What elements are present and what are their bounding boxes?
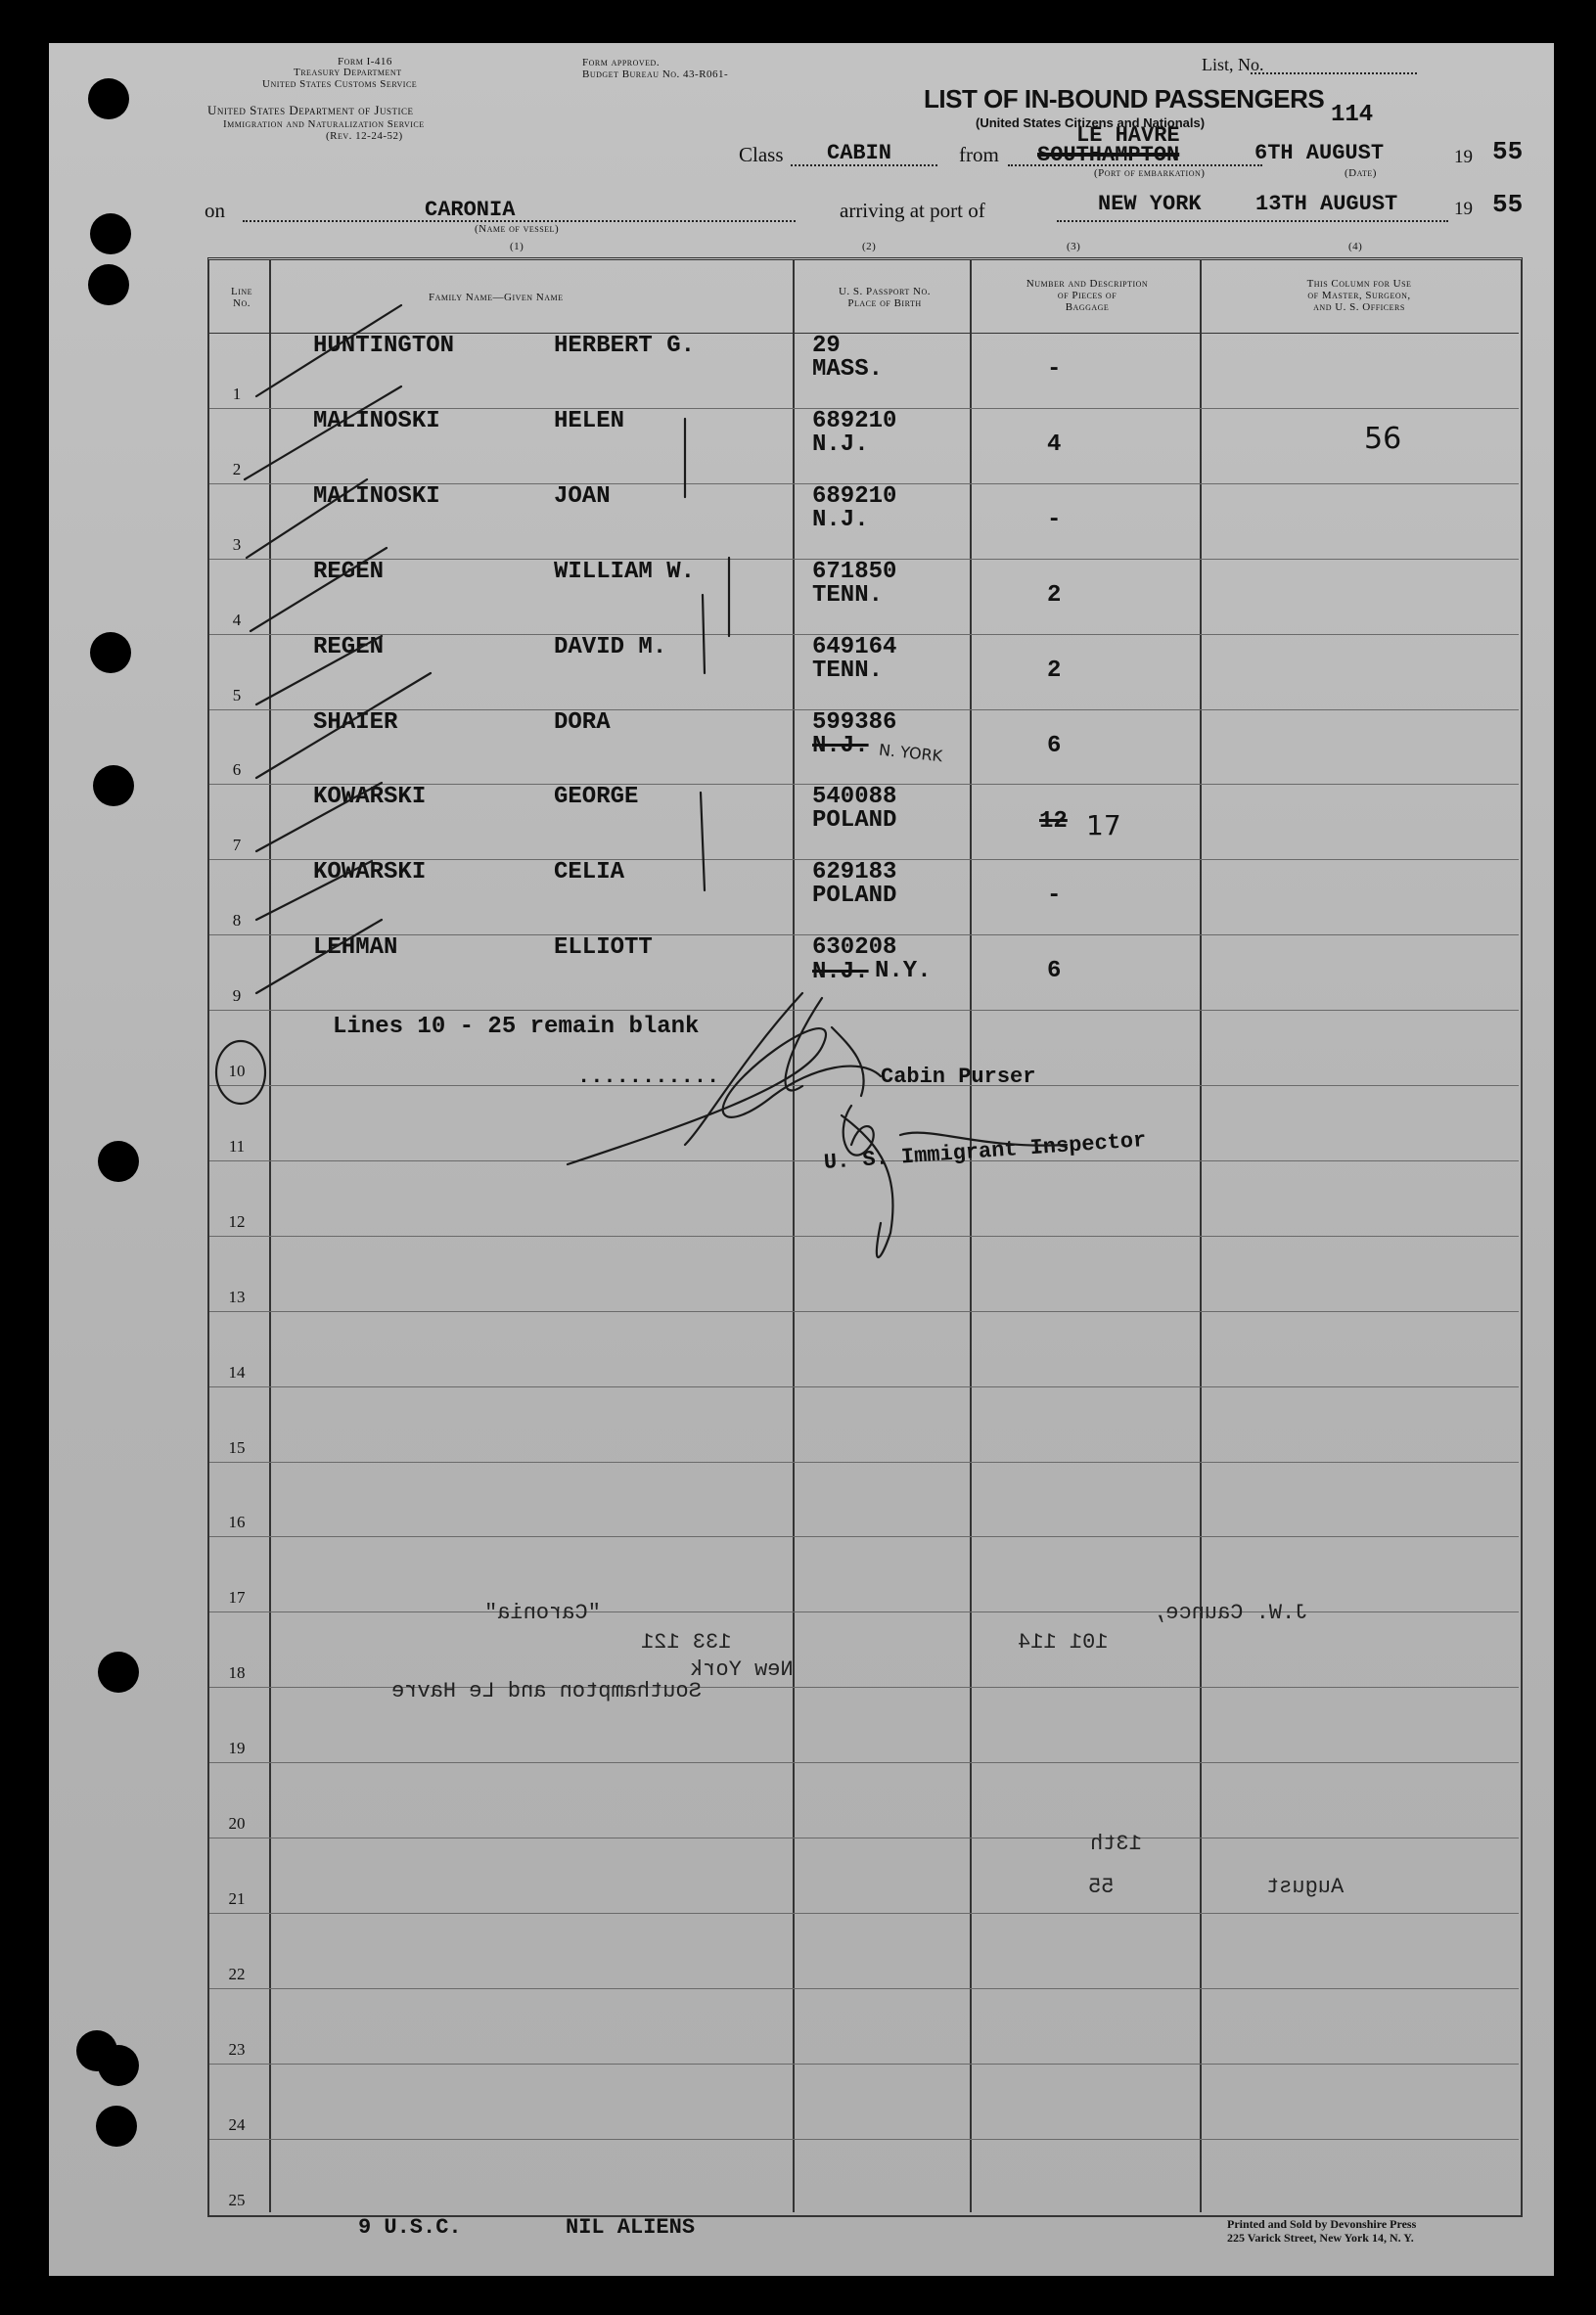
inspector-signature [842, 1106, 1067, 1257]
vessel-caption: (Name of vessel) [475, 223, 560, 235]
line-number: 1 [232, 384, 242, 403]
baggage-count: - [1047, 356, 1062, 383]
given-name: GEORGE [554, 784, 639, 811]
list-no-value: 114 [1331, 102, 1374, 128]
family-name: KOWARSKI [313, 859, 427, 886]
birth-place: N.J. [812, 431, 869, 458]
family-name: KOWARSKI [313, 784, 427, 811]
birth-place-struck: N.J. [812, 732, 869, 759]
port-embarkation-caption: (Port of embarkation) [1094, 167, 1206, 179]
footer-aliens: NIL ALIENS [566, 2215, 696, 2240]
given-name: HELEN [554, 407, 625, 434]
family-name: LEHMAN [313, 934, 398, 962]
baggage-count: 2 [1047, 657, 1062, 684]
check-mark [256, 783, 382, 851]
passport-number: 540088 [812, 784, 897, 811]
bleed-through-month: August [1266, 1875, 1345, 1899]
line-number: 9 [232, 986, 242, 1006]
given-name: DORA [554, 708, 611, 736]
birth-place: N.J. [812, 506, 869, 533]
baggage-count: 17 [1086, 809, 1121, 842]
departure-date: 6TH AUGUST [1254, 141, 1385, 165]
line-number: 25 [228, 2190, 246, 2209]
line-number: 23 [228, 2039, 246, 2059]
family-name: MALINOSKI [313, 407, 440, 434]
given-name: DAVID M. [554, 633, 667, 660]
line-number: 16 [228, 1513, 246, 1532]
vessel-name: CARONIA [425, 198, 516, 222]
baggage-count: - [1047, 883, 1062, 910]
arrival-year: 55 [1492, 190, 1524, 219]
line-number: 10 [228, 1062, 246, 1080]
given-name: JOAN [554, 482, 611, 510]
col-header-officers: This Column for Use of Master, Surgeon, and U. S. Officers [1306, 278, 1412, 313]
purser-signature [568, 993, 881, 1164]
treasury-label: Treasury Department [294, 67, 402, 78]
form-approved: Form approved. [582, 57, 661, 68]
baggage-struck-value: 12 [1039, 808, 1068, 835]
line-number: 17 [228, 1588, 246, 1608]
line-number: 21 [228, 1888, 246, 1908]
birth-place: TENN. [812, 657, 884, 684]
bleed-through-day: 13th [1090, 1832, 1142, 1856]
bleed-through-counts-2: 101 114 [1018, 1630, 1109, 1655]
check-mark [256, 920, 382, 993]
passport-number: 649164 [812, 633, 897, 660]
form-number: Form I-416 [338, 56, 392, 68]
baggage-count: 6 [1047, 958, 1062, 985]
birth-place: POLAND [812, 807, 897, 835]
given-name: CELIA [554, 859, 625, 886]
class-value: CABIN [827, 141, 892, 165]
line-number: 7 [232, 836, 242, 855]
passport-number: 29 [812, 333, 841, 359]
footer-printer-2: 225 Varick Street, New York 14, N. Y. [1227, 2231, 1414, 2245]
class-label: Class [739, 143, 784, 166]
birthplace-struck-value: N.J. [812, 959, 869, 985]
year-prefix: 19 [1454, 147, 1473, 167]
baggage-count: 6 [1047, 732, 1062, 759]
line-number: 15 [228, 1437, 246, 1457]
col-header-baggage: Number and Description of Pieces of Baggage [1026, 278, 1149, 313]
birth-place: MASS. [812, 356, 884, 383]
bleed-through-vessel: "Caronia" [484, 1601, 601, 1625]
birth-place: N.Y. [875, 958, 932, 985]
passport-number: 689210 [812, 407, 897, 434]
purser-label: Cabin Purser [881, 1065, 1036, 1089]
check-mark [247, 479, 367, 558]
col-num-4: (4) [1348, 241, 1363, 252]
officer-note: 56 [1364, 421, 1402, 456]
rev-label: (Rev. 12-24-52) [326, 130, 403, 142]
birth-place: POLAND [812, 883, 897, 910]
bleed-through-ports: Southampton and Le Havre [391, 1679, 702, 1703]
purser-dots: ........... [577, 1065, 720, 1089]
port-embarkation-struck: SOUTHAMPTON [1037, 143, 1180, 167]
arrival-year-prefix: 19 [1454, 199, 1473, 219]
bleed-through-port: New York [690, 1657, 794, 1682]
passport-number: 689210 [812, 482, 897, 510]
date-caption: (Date) [1345, 167, 1377, 179]
family-name: REGEN [313, 558, 385, 585]
bleed-through-counts: 133 121 [641, 1630, 732, 1655]
family-name: MALINOSKI [313, 482, 440, 510]
baggage-count: 4 [1047, 431, 1062, 458]
from-label: from [959, 143, 999, 166]
line-number: 2 [232, 459, 242, 478]
vertical-tick [703, 595, 705, 673]
given-name: WILLIAM W. [554, 558, 696, 585]
inspector-label: U. S. Immigrant Inspector [823, 1128, 1148, 1175]
passport-number: 599386 [812, 708, 897, 736]
birth-place: TENN. [812, 581, 884, 609]
line-number: 14 [228, 1362, 246, 1382]
list-no-label: List, No. [1202, 55, 1264, 74]
col-num-2: (2) [862, 241, 877, 252]
bleed-through-officer: J.W. Caunce, [1153, 1601, 1308, 1625]
line-number: 8 [232, 911, 242, 931]
check-mark [256, 861, 372, 920]
line-number: 4 [232, 610, 242, 629]
line-number: 19 [228, 1739, 246, 1758]
family-name: REGEN [313, 633, 385, 660]
col-header-line-no: Line No. [230, 286, 253, 309]
line-number: 3 [232, 534, 242, 554]
circle-mark [216, 1041, 265, 1104]
passport-number: 671850 [812, 558, 897, 585]
passport-number: 629183 [812, 859, 897, 886]
check-mark [256, 633, 385, 704]
ins-label: Immigration and Naturalization Service [223, 118, 425, 130]
col-header-name: Family Name—Given Name [429, 292, 564, 303]
line-number: 22 [228, 1964, 246, 1983]
justice-label: United States Department of Justice [207, 103, 414, 117]
line-number: 5 [232, 685, 242, 704]
on-label: on [205, 199, 225, 222]
line-number: 24 [228, 2114, 246, 2134]
col-header-passport: U. S. Passport No. Place of Birth [838, 286, 932, 309]
check-mark [251, 548, 387, 631]
footer-printer-1: Printed and Sold by Devonshire Press [1227, 2217, 1417, 2231]
line-number: 13 [228, 1287, 246, 1306]
baggage-count: 2 [1047, 581, 1062, 609]
family-name: HUNTINGTON [313, 333, 455, 359]
customs-label: United States Customs Service [262, 78, 418, 90]
given-name: ELLIOTT [554, 934, 653, 962]
page-subtitle: (United States Citizens and Nationals) [976, 115, 1206, 130]
port-embarkation-corrected: LE HAVRE [1076, 123, 1180, 148]
blank-lines-note: Lines 10 - 25 remain blank [333, 1014, 700, 1040]
col-num-1: (1) [510, 241, 524, 252]
family-name: SHAIER [313, 708, 398, 736]
vertical-tick [701, 793, 705, 890]
check-mark [245, 386, 401, 479]
page-title: LIST OF IN-BOUND PASSENGERS [924, 84, 1325, 113]
passport-number: 630208 [812, 934, 897, 962]
budget-bureau: Budget Bureau No. 43-R061- [582, 68, 729, 80]
arrival-port: NEW YORK [1098, 192, 1202, 216]
bleed-through-year: 55 [1088, 1875, 1115, 1899]
departure-year: 55 [1492, 137, 1524, 166]
given-name: HERBERT G. [554, 333, 696, 359]
line-number: 12 [228, 1211, 246, 1231]
check-mark [256, 673, 431, 778]
line-number: 18 [228, 1663, 246, 1683]
col-num-3: (3) [1067, 241, 1081, 252]
check-mark [256, 305, 401, 396]
arrival-date: 13TH AUGUST [1255, 192, 1398, 216]
line-number: 11 [228, 1136, 246, 1156]
line-number: 6 [232, 760, 242, 780]
arriving-label: arriving at port of [840, 199, 985, 222]
footer-usc: 9 U.S.C. [358, 2215, 462, 2240]
baggage-count: - [1047, 506, 1062, 533]
handwritten-birthplace-correction: N. YORK [878, 740, 944, 766]
line-number: 20 [228, 1814, 246, 1833]
